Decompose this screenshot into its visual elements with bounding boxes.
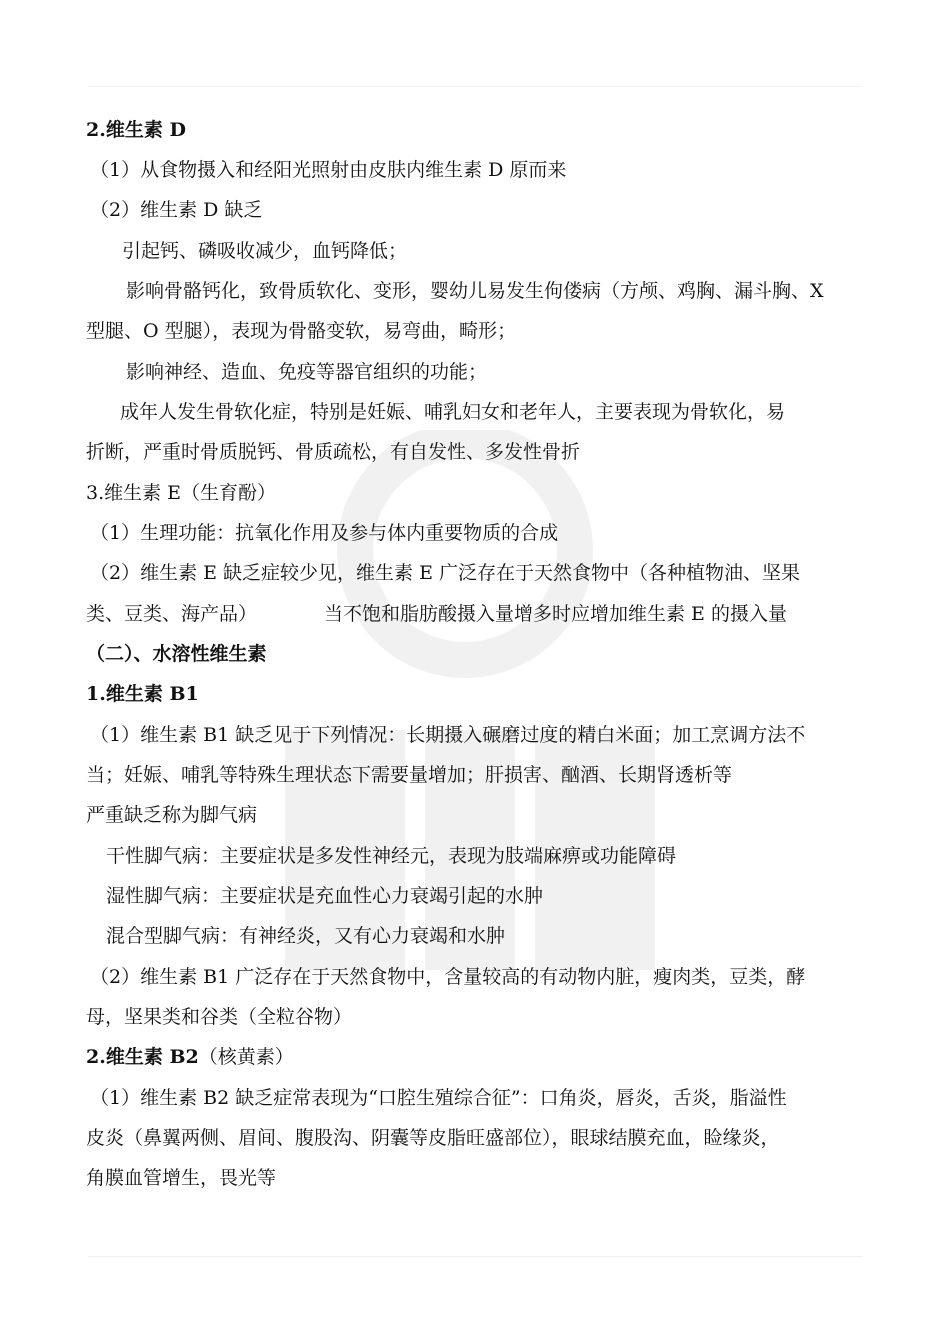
vitamin-b2-item-1-line-3: 角膜血管增生，畏光等 [86, 1167, 277, 1189]
vitamin-d-effect-3: 影响神经、造血、免疫等器官组织的功能； [126, 361, 488, 383]
vitamin-d-effect-2-line-2: 型腿、O 型腿），表现为骨骼变软，易弯曲，畸形； [86, 320, 517, 342]
vitamin-b1-item-2-line-1: （2）维生素 B1 广泛存在于天然食物中，含量较高的有动物内脏，瘦肉类，豆类，酵 [90, 966, 806, 988]
vitamin-b2-item-1-line-1: （1）维生素 B2 缺乏症常表现为“口腔生殖综合征”：口角炎，唇炎，舌炎，脂溢性 [90, 1087, 787, 1109]
vitamin-b1-item-2-line-2: 母，坚果类和谷类（全粒谷物） [86, 1006, 353, 1028]
vitamin-b1-item-1-line-2: 当；妊娠、哺乳等特殊生理状态下需要量增加；肝损害、酗酒、长期肾透析等 [86, 764, 733, 786]
vitamin-b1-mixed-beriberi: 混合型脚气病：有神经炎，又有心力衰竭和水肿 [106, 925, 506, 947]
vitamin-d-item-1: （1）从食物摄入和经阳光照射由皮肤内维生素 D 原而来 [90, 159, 567, 181]
vitamin-d-effect-1: 引起钙、磷吸收减少，血钙降低； [122, 240, 408, 262]
vitamin-b1-dry-beriberi: 干性脚气病：主要症状是多发性神经元，表现为肢端麻痹或功能障碍 [106, 845, 677, 867]
vitamin-b2-heading [86, 1037, 294, 1077]
vitamin-d-effect-4-line-1: 成年人发生骨软化症，特别是妊娠、哺乳妇女和老年人，主要表现为骨软化，易 [120, 401, 786, 423]
vitamin-b2-item-1-line-2: 皮炎（鼻翼两侧、眉间、腹股沟、阴囊等皮脂旺盛部位），眼球结膜充血，睑缘炎， [86, 1127, 780, 1149]
water-soluble-heading: （二）、水溶性维生素 [86, 643, 267, 665]
vitamin-b1-item-1-line-1: （1）维生素 B1 缺乏见于下列情况：长期摄入碾磨过度的精白米面；加工烹调方法不 [90, 724, 806, 746]
vitamin-e-item-1: （1）生理功能：抗氧化作用及参与体内重要物质的合成 [90, 522, 559, 544]
vitamin-d-effect-4-line-2: 折断，严重时骨质脱钙、骨质疏松，有自发性、多发性骨折 [86, 441, 581, 463]
vitamin-e-item-2-line-2a: 类、豆类、海产品） [86, 603, 258, 625]
vitamin-d-effect-2-line-1: 影响骨骼钙化，致骨质软化、变形，婴幼儿易发生佝偻病（方颅、鸡胸、漏斗胸、X [126, 280, 824, 302]
vitamin-d-heading: 2.维生素 D [86, 119, 186, 141]
vitamin-d-item-2: （2）维生素 D 缺乏 [90, 199, 263, 221]
vitamin-b1-heading: 1.维生素 B1 [86, 683, 199, 705]
vitamin-b1-severe: 严重缺乏称为脚气病 [86, 804, 258, 826]
vitamin-b2-heading-main: 2.维生素 B2 [86, 1046, 199, 1068]
vitamin-e-item-2-line-1: （2）维生素 E 缺乏症较少见，维生素 E 广泛存在于天然食物中（各种植物油、坚果 [90, 562, 800, 584]
footer-rule [88, 1256, 862, 1257]
header-rule [88, 86, 862, 87]
vitamin-e-item-2-line-2b: 当不饱和脂肪酸摄入量增多时应增加维生素 E 的摄入量 [324, 603, 787, 625]
vitamin-b2-heading-sub: （核黄素） [198, 1046, 294, 1068]
vitamin-e-heading: 3.维生素 E（生育酚） [86, 482, 277, 504]
vitamin-b1-wet-beriberi: 湿性脚气病：主要症状是充血性心力衰竭引起的水肿 [106, 885, 544, 907]
